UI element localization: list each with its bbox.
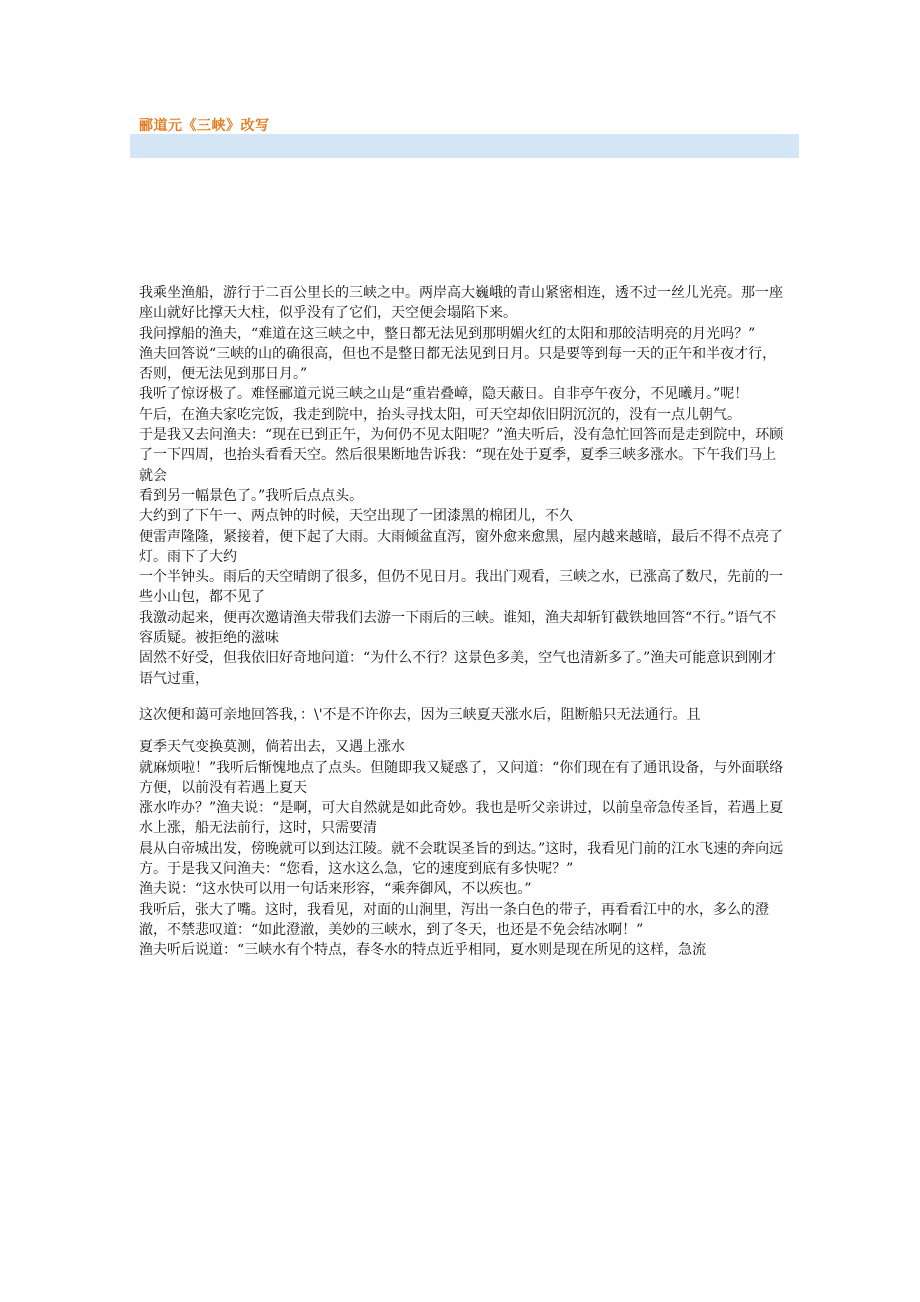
paragraph: 就麻烦啦！”我听后惭愧地点了点头。但随即我又疑惑了，又问道：“你们现在有了通讯设备，与外面联络方便，以前没有若遇上夏天 — [139, 759, 784, 796]
paragraph: 晨从白帝城出发，傍晚就可以到达江陵。就不会耽误圣旨的到达。”这时，我看见门前的江水飞速的奔向远方。于是我又问渔夫：“您看，这水这么急，它的速度到底有多快呢？” — [139, 840, 784, 878]
paragraph: 大约到了下午一、两点钟的时候，天空出现了一团漆黑的棉团儿，不久 — [139, 508, 573, 525]
paragraph: 了一下四周，也抬头看看天空。然后很果断地告诉我：“现在处于夏季，夏季三峡多涨水。下午我们马上就会 — [139, 447, 777, 484]
paragraph: 便雷声隆隆，紧接着，便下起了大雨。大雨倾盆直泻，窗外愈来愈黑，屋内越来越暗，最后不得不点亮了灯。雨下了大约 — [139, 528, 783, 565]
paragraph: 固然不好受，但我依旧好奇地问道：“为什么不行？这景色多美，空气也清新多了。”渔夫可能意识到刚才语气过重， — [139, 650, 777, 687]
paragraph: 渔夫回答说“三峡的山的确很高，但也不是整日都无法见到日月。只是要等到每一天的正午和半夜才行，否则，便无法见到那日月。” — [139, 345, 777, 383]
page-title: 郦道元《三峡》改写 — [139, 118, 270, 134]
paragraph: 我听后，张大了嘴。这时，我看见，对面的山涧里，泻出一条白色的带子，再看看江中的水，多么的澄澈，不禁悲叹道：“如此澄澈，美妙的三峡水，到了冬天，也还是不免会结冰啊！” — [139, 901, 769, 938]
paragraph: 夏季天气变换莫测，倘若出去，又遇上涨水 — [139, 739, 405, 756]
paragraph: 这次便和蔼可亲地回答我，：\'不是不许你去，因为三峡夏天涨水后，阻断船只无法通行。且 — [139, 706, 701, 723]
paragraph: 我问撑船的渔夫，“难道在这三峡之中，整日都无法见到那明媚火红的太阳和那皎洁明亮的月光吗？” — [139, 325, 756, 342]
paragraph: 午后，在渔夫家吃完饭，我走到院中，抬头寻找太阳，可天空却依旧阴沉沉的，没有一点儿朝气。 — [139, 406, 741, 423]
paragraph: 渔夫听后说道：“三峡水有个特点，春冬水的特点近乎相同，夏水则是现在所见的这样，急流 — [139, 942, 707, 959]
paragraph: 看到另一幅景色了。”我听后点点头。 — [139, 487, 364, 504]
paragraph: 涨水咋办？”渔夫说：“是啊，可大自然就是如此奇妙。我也是听父亲讲过，以前皇帝急传圣旨，若遇上夏水上涨，船无法前行，这时，只需要清 — [139, 800, 784, 837]
paragraph: 我乘坐渔船，游行于二百公里长的三峡之中。两岸高大巍峨的青山紧密相连，透不过一丝儿光亮。那一座座山就好比撑天大柱，似乎没有了它们，天空便会塌陷下来。 — [139, 285, 783, 322]
paragraph: 我激动起来，便再次邀请渔夫带我们去游一下雨后的三峡。谁知，渔夫却斩钉截铁地回答“不行。”语气不容质疑。被拒绝的滋味 — [139, 609, 777, 647]
paragraph: 我听了惊讶极了。难怪郦道元说三峡之山是“重岩叠嶂，隐天蔽日。自非亭午夜分，不见曦月。”呢！ — [139, 386, 749, 403]
article-body — [139, 283, 784, 961]
title-divider-bar — [130, 134, 799, 158]
paragraph: 渔夫说：“这水快可以用一句话来形容，“乘奔御风，不以疾也。” — [139, 881, 532, 898]
paragraph: 于是我又去问渔夫：“现在已到正午，为何仍不见太阳呢？”渔夫听后，没有急忙回答而是走到院中，环顾 — [139, 427, 784, 444]
paragraph: 一个半钟头。雨后的天空晴朗了很多，但仍不见日月。我出门观看，三峡之水，已涨高了数尺，先前的一些小山包，都不见了 — [139, 569, 783, 606]
paragraph-gap — [139, 689, 784, 705]
